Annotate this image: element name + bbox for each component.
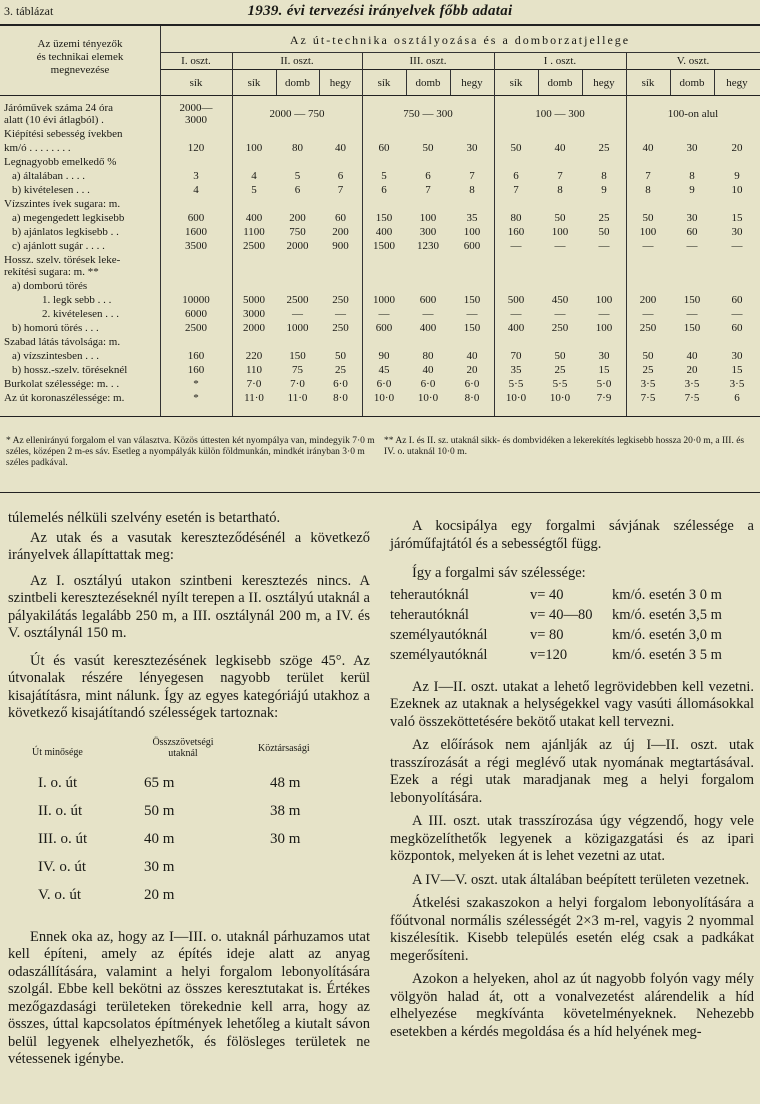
- row-label: a) megengedett legkisebb: [12, 212, 125, 224]
- cell-value: 3000: [243, 308, 265, 320]
- terrain-header: sík: [247, 77, 261, 89]
- lane-cell: személyautóknál: [390, 626, 488, 643]
- class-header: III. oszt.: [409, 55, 447, 67]
- left-column: [8, 510, 370, 1069]
- th-quality: Út minősége: [32, 746, 83, 758]
- cell-value: 9: [689, 184, 695, 196]
- cell-value: 7: [337, 184, 344, 196]
- cell-value: 3·5: [684, 378, 700, 390]
- cell-value: 2000: [286, 240, 309, 252]
- cell-value: —: [731, 308, 743, 320]
- row-label: Hossz. szelv. törések leke-: [4, 254, 121, 266]
- cell-value: 11·0: [244, 392, 264, 404]
- terrain-header: domb: [679, 77, 705, 89]
- row-label: alatt (10 évi átlagból) .: [4, 114, 104, 126]
- class-header: II. oszt.: [280, 55, 314, 67]
- cell-value: 300: [419, 226, 437, 238]
- land-cell: III. o. út: [38, 830, 88, 847]
- cell-value: 30: [598, 350, 610, 362]
- paragraph: Ennek oka az, hogy az I—III. o. utaknál párhuzamos utat kell építeni, amely az építés ideje alatt az anyag odaszállítására, valamint a helyi forgalom lebonyolítására szolgál. Ebbe kell bekötni az összes keresztutakat is. Értékes mezőgazdasági területeken törekednie kell arra, hogy az összes, úttal kapcsolatos építmények lehetőleg a kiutalt sávon belül legyenek elhelyezhetők, és fölösleges területek ne vétessenek igénybe.: [8, 928, 370, 1067]
- cell-value: 25: [335, 364, 346, 376]
- cell-value: 40: [335, 142, 346, 154]
- cell-value: 120: [187, 142, 205, 154]
- cell-value: 1600: [185, 226, 207, 238]
- paragraph: A kocsipálya egy forgalmi sávjának szélessége a járóműfajtától és a sebességtől függ.: [390, 518, 754, 552]
- cell-value: 6: [294, 184, 301, 196]
- cell-value: 50: [422, 142, 434, 154]
- cell-value: 40: [466, 350, 478, 362]
- cell-value: 50: [554, 212, 566, 224]
- lane-cell: v= 80: [530, 626, 564, 643]
- cell-value: 20: [731, 142, 743, 154]
- cell-value: 150: [463, 294, 481, 306]
- cell-value: 25: [642, 364, 654, 376]
- cell-value: 2500: [185, 322, 207, 334]
- terrain-header: sík: [189, 77, 203, 89]
- cell-value: 80: [292, 142, 303, 154]
- cell-value: 2500: [286, 294, 309, 306]
- rule: [0, 492, 760, 493]
- cell-value: 750 — 300: [403, 108, 453, 120]
- cell-value: 5: [251, 184, 257, 196]
- cell-value: 7: [425, 184, 431, 196]
- land-cell: 40 m: [144, 830, 175, 847]
- row-label: Vízszintes ívek sugara: m.: [4, 198, 121, 210]
- cell-value: 8: [557, 184, 563, 196]
- paragraph: Átkelési szakaszokon a helyi forgalom lebonyolítására a főútvonal normális szélességét 2×3 m-rel, vagyis 2 nyommal kiszélesítik. Kisebb település esetén elég csak a padkákat megerősíteni.: [390, 895, 754, 964]
- cell-value: 600: [375, 322, 393, 334]
- cell-value: 6: [513, 170, 519, 182]
- cell-value: 750: [289, 226, 306, 238]
- cell-value: 80: [510, 212, 522, 224]
- cell-value: 15: [731, 212, 743, 224]
- right-column: [390, 518, 754, 1041]
- cell-value: 400: [419, 322, 437, 334]
- row-label: a) általában . . . .: [12, 170, 85, 182]
- cell-value: 110: [245, 364, 263, 376]
- row-label: b) kivételesen . . .: [12, 184, 90, 196]
- cell-value: 60: [378, 142, 390, 154]
- stub-header-3: megnevezése: [50, 64, 110, 76]
- cell-value: 4: [251, 170, 257, 182]
- cell-value: 8: [689, 170, 695, 182]
- row-label: Járóművek száma 24 óra: [4, 102, 114, 114]
- cell-value: 100: [595, 322, 613, 334]
- cell-value: 5·5: [508, 378, 524, 390]
- cell-value: —: [686, 308, 698, 320]
- cell-value: 7·9: [596, 392, 612, 404]
- cell-value: 4: [193, 184, 199, 196]
- class-header: I. oszt.: [181, 55, 211, 67]
- lane-cell: v= 40: [530, 586, 564, 603]
- cell-value: 6·0: [464, 378, 480, 390]
- cell-value: 15: [598, 364, 610, 376]
- class-header: I . oszt.: [543, 55, 577, 67]
- cell-value: 6·0: [376, 378, 392, 390]
- class-header: V. oszt.: [676, 55, 710, 67]
- cell-value: —: [642, 240, 654, 252]
- cell-value: 100: [463, 226, 481, 238]
- terrain-header: sík: [377, 77, 391, 89]
- cell-value: 1000: [373, 294, 395, 306]
- cell-value: 10: [731, 184, 743, 196]
- row-label: c) ajánlott sugár . . . .: [12, 240, 105, 252]
- lane-cell: km/ó. esetén 3 0 m: [612, 586, 722, 603]
- cell-value: 400: [375, 226, 393, 238]
- cell-value: 6: [734, 392, 740, 404]
- paragraph: Így a forgalmi sáv szélessége:: [412, 565, 586, 581]
- cell-value: 150: [289, 350, 306, 362]
- cell-value: 6·0: [420, 378, 436, 390]
- cell-value: 160: [187, 364, 205, 376]
- row-label: Burkolat szélessége: m. . .: [4, 378, 120, 390]
- cell-value: 6·0: [333, 378, 348, 390]
- cell-value: 8·0: [464, 392, 480, 404]
- cell-value: 1230: [417, 240, 439, 252]
- paragraph: Az I—II. oszt. utakat a lehető legrövidebben kell vezetni. Ezeknek az utaknak a helységekkel vagy vasúti állomásokkal való összeköttetésére bekötő utakat kell tervezni.: [390, 678, 754, 730]
- cell-value: —: [510, 240, 522, 252]
- cell-value: 8: [601, 170, 607, 182]
- cell-value: 7: [645, 170, 651, 182]
- terrain-header: hegy: [726, 77, 748, 89]
- cell-value: 250: [332, 322, 349, 334]
- cell-value: 3·5: [640, 378, 656, 390]
- cell-value: 7·0: [246, 378, 262, 390]
- cell-value: 600: [419, 294, 437, 306]
- cell-value: 10·0: [373, 392, 395, 404]
- paragraph: túlemelés nélküli szelvény esetén is betartható.: [8, 510, 281, 526]
- cell-value: 600: [463, 240, 481, 252]
- cell-value: 7·5: [640, 392, 656, 404]
- cell-value: *: [193, 392, 199, 404]
- cell-value: 8·0: [333, 392, 348, 404]
- land-cell: 30 m: [270, 830, 301, 847]
- cell-value: 500: [507, 294, 525, 306]
- table-label: 3. táblázat: [4, 4, 54, 18]
- cell-value: 3000: [185, 114, 207, 126]
- cell-value: 3·5: [729, 378, 745, 390]
- cell-value: 6: [337, 170, 344, 182]
- cell-value: 90: [378, 350, 390, 362]
- cell-value: 70: [510, 350, 522, 362]
- terrain-header: hegy: [593, 77, 615, 89]
- lane-cell: v= 40—80: [530, 606, 593, 623]
- cell-value: 100: [595, 294, 613, 306]
- cell-value: 30: [686, 142, 698, 154]
- cell-value: 60: [731, 294, 743, 306]
- land-cell: II. o. út: [38, 802, 83, 819]
- cell-value: 60: [731, 322, 743, 334]
- cell-value: 10·0: [549, 392, 571, 404]
- row-label: km/ó . . . . . . . .: [4, 142, 71, 154]
- cell-value: 7: [469, 170, 475, 182]
- cell-value: 40: [422, 364, 434, 376]
- cell-value: 45: [378, 364, 390, 376]
- row-label: Szabad látás távolsága: m.: [4, 336, 121, 348]
- cell-value: 100: [551, 226, 569, 238]
- cell-value: 160: [187, 350, 205, 362]
- cell-value: 50: [642, 350, 654, 362]
- cell-value: 600: [187, 212, 205, 224]
- cell-value: 50: [510, 142, 522, 154]
- cell-value: —: [686, 240, 698, 252]
- cell-value: 900: [332, 240, 349, 252]
- cell-value: 3500: [185, 240, 207, 252]
- cell-value: 150: [463, 322, 481, 334]
- terrain-header: hegy: [329, 77, 352, 89]
- cell-value: 50: [642, 212, 654, 224]
- cell-value: 10000: [182, 294, 210, 306]
- terrain-header: domb: [415, 77, 441, 89]
- cell-value: 220: [245, 350, 263, 362]
- land-cell: 20 m: [144, 886, 175, 903]
- stub-header-1: Az üzemi tényezők: [37, 38, 123, 50]
- cell-value: 5: [294, 170, 301, 182]
- cell-value: 35: [466, 212, 478, 224]
- cell-value: 2000: [243, 322, 265, 334]
- lane-cell: km/ó. esetén 3 5 m: [612, 646, 722, 663]
- row-label: Az út koronaszélessége: m.: [4, 392, 125, 404]
- cell-value: 100: [419, 212, 437, 224]
- group-header: Az út-technika osztályozása és a domborzatjellege: [289, 33, 631, 47]
- paragraph: Az I. osztályú utakon szintbeni keresztezés nincs. A szintbeli keresztezéseknél nyílt terepen a II. osztályú utaknál a pályakilátás legalább 250 m, a III. osztálynál 200 m, a IV. és V. osztálynál 150 m.: [8, 572, 370, 641]
- cell-value: 8: [645, 184, 651, 196]
- cell-value: 30: [686, 212, 698, 224]
- cell-value: 30: [731, 226, 743, 238]
- cell-value: 30: [731, 350, 743, 362]
- cell-value: 30: [466, 142, 478, 154]
- cell-value: 200: [289, 212, 306, 224]
- paragraph: Az előírások nem ajánlják az új I—II. oszt. utak trasszírozását a régi meglévő utak nyomának megtartásával. Ezek a régi utak maradjanak meg a helyi forgalom lebonyolítására.: [390, 737, 754, 806]
- cell-value: 11·0: [287, 392, 308, 404]
- row-label: rekítési sugara: m. **: [4, 266, 99, 278]
- stub-header-2: és technikai elemek: [36, 51, 124, 63]
- footnote-2: ** Az I. és II. sz. utaknál sikk- és dombvidéken a lekerekítés legkisebb hossza 20·0 m, a III. és IV. o. utaknál 10·0 m.: [384, 436, 745, 457]
- cell-value: 9: [734, 170, 740, 182]
- cell-value: —: [378, 308, 390, 320]
- land-cell: IV. o. út: [38, 858, 87, 875]
- cell-value: 100-on alul: [667, 108, 719, 120]
- land-cell: 48 m: [270, 774, 301, 791]
- cell-value: 100 — 300: [535, 108, 585, 120]
- cell-value: 80: [422, 350, 434, 362]
- rule: [0, 95, 760, 96]
- land-cell: 50 m: [144, 802, 175, 819]
- cell-value: 75: [292, 364, 303, 376]
- cell-value: —: [422, 308, 434, 320]
- cell-value: 5000: [243, 294, 265, 306]
- cell-value: 40: [686, 350, 698, 362]
- land-cell: V. o. út: [38, 886, 82, 903]
- cell-value: —: [510, 308, 522, 320]
- row-label: b) ajánlatos legkisebb . .: [12, 226, 119, 238]
- paragraph: Út és vasút keresztezésének legkisebb szöge 45°. Az útvonalak részére lényegesen nagyobb terület kerül kisajátításra, mint nálunk. Így az egyes kategóriájú utakhoz a következő kisajátítandó szélességek tartoznak:: [8, 652, 370, 721]
- cell-value: 10·0: [417, 392, 439, 404]
- land-cell: I. o. út: [38, 774, 78, 791]
- cell-value: 7·5: [684, 392, 700, 404]
- lane-cell: km/ó. esetén 3,0 m: [612, 626, 722, 643]
- cell-value: 400: [507, 322, 525, 334]
- lane-cell: személyautóknál: [390, 646, 488, 663]
- cell-value: 2000 — 750: [269, 108, 325, 120]
- cell-value: 1500: [373, 240, 395, 252]
- row-label: 1. legk sebb . . .: [42, 294, 112, 306]
- paragraph: A III. oszt. utak trasszírozása úgy végzendő, hogy vele megközelíthetők legyenek a közigazgatási és az ipari központok, melyeken át is lehet vezetni az utat.: [390, 813, 754, 864]
- cell-value: 3: [193, 170, 199, 182]
- cell-value: 450: [551, 294, 569, 306]
- cell-value: 200: [639, 294, 657, 306]
- cell-value: 150: [375, 212, 393, 224]
- cell-value: 100: [639, 226, 657, 238]
- land-cell: 38 m: [270, 802, 301, 819]
- cell-value: 2500: [243, 240, 265, 252]
- paragraph: Az utak és a vasutak kereszteződésénél a következő irányelvek állapíttattak meg:: [8, 529, 370, 563]
- cell-value: 1100: [243, 226, 265, 238]
- cell-value: 8: [469, 184, 475, 196]
- cell-value: 6000: [185, 308, 207, 320]
- page-title: 1939. évi tervezési irányelvek főbb adatai: [247, 3, 513, 19]
- row-label: b) hossz.-szelv. töréseknél: [12, 364, 128, 376]
- rule: [0, 416, 760, 417]
- rule: [0, 24, 760, 26]
- cell-value: —: [466, 308, 478, 320]
- th-federal: Összszövetségi: [152, 736, 214, 748]
- footnote-1: * Az ellenirányú forgalom el van választva. Közös úttesten két nyompálya van, mindegyik 7·0 m széles, középen 2 m-es sáv. Esetleg a nyompályák külön földmunkán, mindkét irányban 3·0 m széles padkával.: [6, 436, 375, 468]
- lane-cell: km/ó. esetén 3,5 m: [612, 606, 722, 623]
- land-width-table: [8, 737, 370, 927]
- th-federal-2: utaknál: [168, 747, 198, 759]
- cell-value: 20: [466, 364, 478, 376]
- cell-value: 150: [683, 322, 701, 334]
- cell-value: 6: [425, 170, 431, 182]
- cell-value: 15: [731, 364, 743, 376]
- cell-value: 20: [686, 364, 698, 376]
- cell-value: —: [335, 308, 346, 320]
- row-label: Legnagyobb emelkedő %: [4, 156, 117, 168]
- cell-value: 50: [335, 350, 346, 362]
- cell-value: 5·0: [596, 378, 612, 390]
- cell-value: 160: [507, 226, 525, 238]
- row-label: 2. kivételesen . . .: [42, 308, 119, 320]
- cell-value: 6: [381, 184, 387, 196]
- cell-value: 200: [332, 226, 349, 238]
- cell-value: *: [193, 378, 199, 390]
- paragraph: Azokon a helyeken, ahol az út nagyobb folyón vagy mély völgyön halad át, ott a vonalvezetést alárendelik a híd elhelyezése megkívánta követelményeknek. Nehezebb esetekben a kérdés megoldása és a híd helyének meg-: [390, 971, 754, 1040]
- land-cell: 30 m: [144, 858, 175, 875]
- cell-value: 60: [335, 212, 346, 224]
- cell-value: —: [598, 308, 610, 320]
- th-republic: Köztársasági: [258, 742, 310, 754]
- cell-value: 35: [510, 364, 522, 376]
- terrain-header: hegy: [461, 77, 483, 89]
- cell-value: —: [554, 308, 566, 320]
- cell-value: 10·0: [505, 392, 527, 404]
- row-label: Kiépítési sebesség ívekben: [4, 128, 123, 140]
- cell-value: —: [292, 308, 303, 320]
- cell-value: 50: [598, 226, 610, 238]
- terrain-header: sík: [641, 77, 655, 89]
- terrain-header: domb: [284, 77, 311, 89]
- row-label: b) homorú törés . . .: [12, 322, 99, 334]
- cell-value: 60: [686, 226, 698, 238]
- cell-value: 25: [598, 212, 610, 224]
- cell-value: —: [731, 240, 743, 252]
- cell-value: 1000: [286, 322, 309, 334]
- terrain-header: domb: [547, 77, 573, 89]
- cell-value: 5: [381, 170, 387, 182]
- cell-value: 25: [598, 142, 610, 154]
- row-label: a) vízszintesben . . .: [12, 350, 100, 362]
- row-label: a) domború törés: [12, 280, 88, 292]
- cell-value: 150: [683, 294, 701, 306]
- rule: [160, 52, 760, 54]
- cell-value: 50: [554, 350, 566, 362]
- land-cell: 65 m: [144, 774, 175, 791]
- cell-value: 250: [639, 322, 657, 334]
- cell-value: 250: [332, 294, 349, 306]
- terrain-header: sík: [509, 77, 523, 89]
- cell-value: 250: [551, 322, 569, 334]
- lane-cell: v=120: [530, 646, 568, 663]
- cell-value: 7·0: [290, 378, 305, 390]
- cell-value: 9: [601, 184, 607, 196]
- cell-value: —: [554, 240, 566, 252]
- cell-value: 100: [245, 142, 263, 154]
- cell-value: 40: [554, 142, 566, 154]
- cell-value: 7: [513, 184, 519, 196]
- cell-value: 25: [554, 364, 566, 376]
- cell-value: 5·5: [552, 378, 568, 390]
- cell-value: 2000—: [179, 102, 213, 114]
- lane-cell: teherautóknál: [390, 606, 469, 623]
- lane-cell: teherautóknál: [390, 586, 469, 603]
- paragraph: A IV—V. oszt. utak általában beépített területen vezetnek.: [412, 871, 750, 888]
- cell-value: —: [642, 308, 654, 320]
- cell-value: 400: [245, 212, 263, 224]
- cell-value: 7: [557, 170, 563, 182]
- cell-value: 40: [642, 142, 654, 154]
- cell-value: —: [598, 240, 610, 252]
